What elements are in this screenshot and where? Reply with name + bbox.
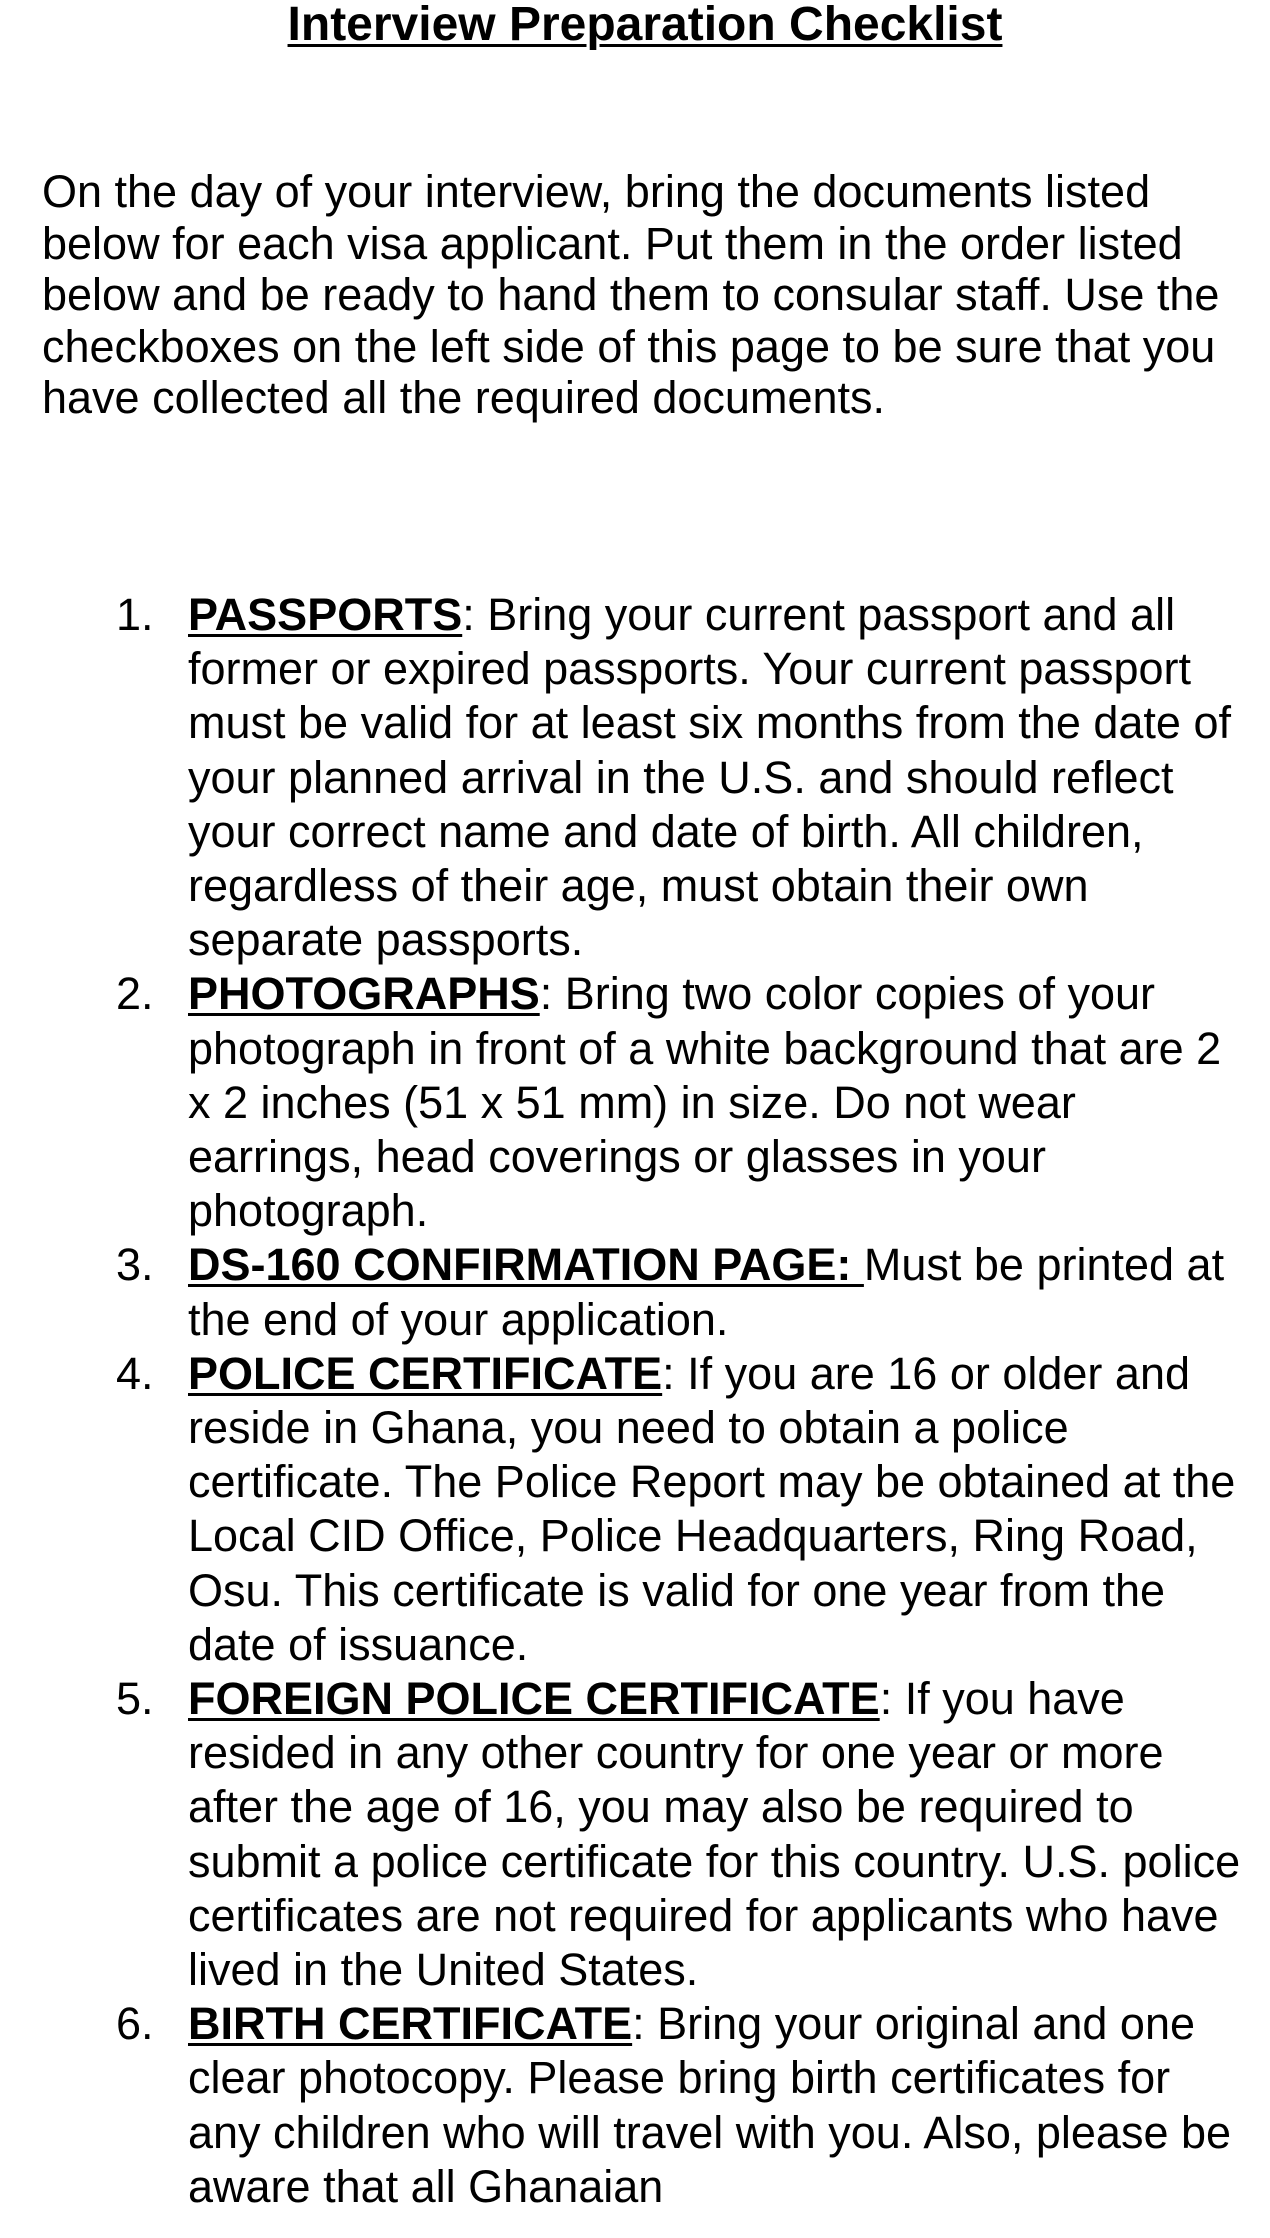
item-text: Must be printed at the end of your application. [188,1239,1225,1345]
checklist-item-photographs [0,967,1270,1238]
item-number: 5. [116,1673,154,1725]
item-number: 3. [116,1239,154,1291]
item-number: 6. [116,1998,154,2050]
item-heading: DS-160 CONFIRMATION PAGE: [188,1239,864,1291]
item-text: : Bring your original and one clear photocopy. Please bring birth certificates for any children who will travel with you. Also, please be aware that all Ghanaian [188,1998,1232,2212]
page-title: Interview Preparation Checklist [287,0,1003,51]
intro-paragraph: On the day of your interview, bring the documents listed below for each visa applicant. Put them in the order listed below and be ready to hand them to consular staff. Use the checkboxes on the left side of this page to be sure that you have collected all the required documents. [42,166,1220,423]
checklist-item-ds160-confirmation [0,1238,1270,1346]
item-heading: PASSPORTS [188,589,463,640]
item-text: : If you have resided in any other country for one year or more after the age of 16, you may also be required to submit a police certificate for this country. U.S. police certificates are not required for applicants who have lived in the United States. [188,1673,1241,1996]
item-number: 4. [116,1347,154,1399]
item-text: : Bring your current passport and all former or expired passports. Your current passport must be valid for at least six months from the date of your planned arrival in the U.S. and should reflect your correct name and date of birth. All children, regardless of their age, must obtain their own separate passports. [188,589,1231,966]
item-text: : Bring two color copies of your photograph in front of a white background that are 2 x 2 inches (51 x 51 mm) in size. Do not wear earrings, head coverings or glasses in your photograph. [188,968,1222,1237]
checklist-item-birth-certificate [0,1997,1270,2214]
item-number: 1. [116,589,154,640]
item-text: : If you are 16 or older and reside in Ghana, you need to obtain a police certificate. The Police Report may be obtained at the Local CID Office, Police Headquarters, Ring Road, Osu. This certificate is valid for one year from the date of issuance. [188,1347,1236,1670]
item-heading: BIRTH CERTIFICATE [188,1998,633,2050]
item-heading: POLICE CERTIFICATE [188,1347,663,1399]
item-heading: FOREIGN POLICE CERTIFICATE [188,1673,880,1725]
checklist-item-police-certificate [0,1347,1270,1672]
checklist-item-passports [0,588,1270,967]
document-checklist [0,588,1270,2214]
item-heading: PHOTOGRAPHS [188,968,540,1020]
checklist-item-foreign-police-certificate [0,1672,1270,1997]
item-number: 2. [116,968,154,1020]
